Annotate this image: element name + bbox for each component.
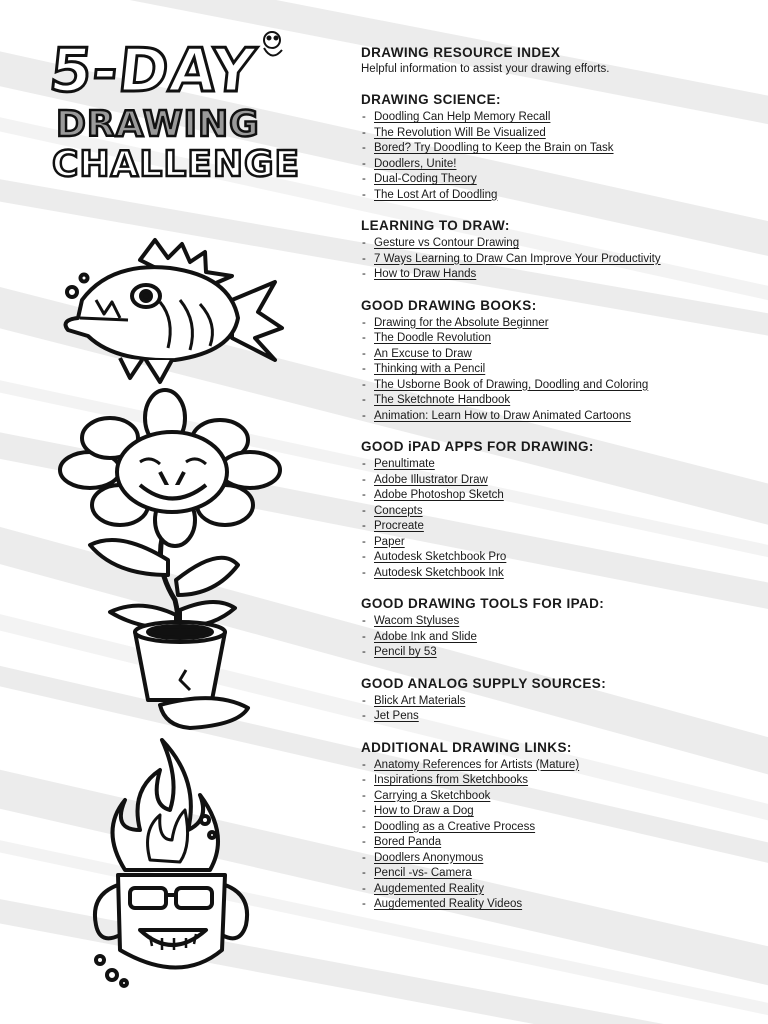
- resource-link[interactable]: Penultimate: [374, 458, 435, 470]
- list-item: [361, 535, 756, 551]
- section-2: [361, 297, 756, 425]
- list-item: [361, 378, 756, 394]
- resource-link[interactable]: Autodesk Sketchbook Ink: [374, 566, 504, 579]
- resource-link[interactable]: Jet Pens: [374, 710, 419, 722]
- list-item: [361, 236, 756, 252]
- list-item: [361, 362, 756, 378]
- resource-link[interactable]: Doodlers Anonymous: [374, 851, 484, 864]
- resource-link[interactable]: Gesture vs Contour Drawing: [374, 237, 520, 249]
- resource-link[interactable]: Pencil by 53: [374, 646, 437, 658]
- section-heading: LEARNING TO DRAW:: [361, 218, 510, 233]
- resource-link[interactable]: Adobe Ink and Slide: [374, 630, 477, 643]
- list-item: [361, 789, 756, 805]
- small-mascot-icon: [264, 32, 282, 56]
- resource-link[interactable]: The Usborne Book of Drawing, Doodling and Coloring: [374, 378, 649, 391]
- resource-link[interactable]: Procreate: [374, 520, 424, 532]
- logo-text-line-2: DRAWING: [56, 104, 260, 145]
- resource-link[interactable]: The Sketchnote Handbook: [374, 394, 511, 406]
- resource-link[interactable]: Doodlers, Unite!: [374, 157, 457, 170]
- resource-link[interactable]: Wacom Styluses: [374, 615, 460, 627]
- list-item: [361, 835, 756, 851]
- list-item: [361, 331, 756, 347]
- list-item: [361, 566, 756, 582]
- list-item: [361, 473, 756, 489]
- list-item: [361, 882, 756, 898]
- fish-doodle-icon: [66, 240, 282, 382]
- page-title: DRAWING RESOURCE INDEX: [361, 45, 561, 60]
- list-item: [361, 110, 756, 126]
- resource-link[interactable]: Carrying a Sketchbook: [374, 789, 491, 802]
- list-item: [361, 851, 756, 867]
- list-item: [361, 316, 756, 332]
- link-list: [361, 236, 756, 283]
- resource-link[interactable]: Drawing for the Absolute Beginner: [374, 316, 549, 329]
- resource-link[interactable]: Bored? Try Doodling to Keep the Brain on Task: [374, 142, 614, 154]
- flaming-cup-doodle-icon: [95, 740, 247, 986]
- resource-link[interactable]: Dual-Coding Theory: [374, 173, 477, 185]
- resource-link[interactable]: Paper: [374, 535, 405, 548]
- section-heading: GOOD DRAWING TOOLS FOR IPAD:: [361, 596, 605, 611]
- list-item: [361, 709, 756, 725]
- resource-link[interactable]: Bored Panda: [374, 836, 442, 848]
- resource-link[interactable]: How to Draw a Dog: [374, 805, 474, 817]
- resource-link[interactable]: Blick Art Materials: [374, 694, 466, 707]
- section-6: [361, 739, 756, 913]
- section-heading: GOOD DRAWING BOOKS:: [361, 297, 537, 313]
- resource-link[interactable]: Animation: Learn How to Draw Animated Cartoons: [374, 409, 631, 422]
- resource-link[interactable]: Augdemented Reality Videos: [374, 898, 523, 910]
- resource-link[interactable]: The Doodle Revolution: [374, 332, 491, 344]
- section-5: [361, 675, 756, 725]
- resource-link[interactable]: Autodesk Sketchbook Pro: [374, 551, 507, 563]
- resource-link[interactable]: Adobe Illustrator Draw: [374, 473, 488, 486]
- illustrations: [0, 0, 340, 1024]
- list-item: [361, 172, 756, 188]
- section-heading: GOOD iPAD APPS FOR DRAWING:: [361, 439, 594, 454]
- section-heading: DRAWING SCIENCE:: [361, 92, 501, 107]
- link-list: [361, 614, 756, 661]
- logo-text-line-1: 5-DAY: [46, 36, 260, 106]
- list-item: [361, 519, 756, 535]
- resource-link[interactable]: How to Draw Hands: [374, 268, 477, 280]
- section-3: [361, 438, 756, 581]
- sections-container: [361, 91, 756, 913]
- list-item: [361, 897, 756, 913]
- list-item: [361, 126, 756, 142]
- resource-link[interactable]: 7 Ways Learning to Draw Can Improve Your Productivity: [374, 252, 661, 265]
- section-heading: ADDITIONAL DRAWING LINKS:: [361, 739, 572, 755]
- resource-link[interactable]: Pencil -vs- Camera: [374, 867, 472, 879]
- resource-link[interactable]: An Excuse to Draw: [374, 347, 472, 360]
- link-list: [361, 457, 756, 581]
- list-item: [361, 252, 756, 268]
- resource-link[interactable]: The Lost Art of Doodling: [374, 188, 498, 201]
- resource-link[interactable]: Inspirations from Sketchbooks: [374, 774, 529, 786]
- resource-link[interactable]: Thinking with a Pencil: [374, 363, 486, 375]
- resource-link[interactable]: Adobe Photoshop Sketch: [374, 489, 504, 501]
- resource-link[interactable]: Anatomy References for Artists (Mature): [374, 758, 580, 771]
- list-item: [361, 393, 756, 409]
- list-item: [361, 409, 756, 425]
- section-heading: GOOD ANALOG SUPPLY SOURCES:: [361, 675, 607, 691]
- list-item: [361, 804, 756, 820]
- section-4: [361, 595, 756, 661]
- resource-link[interactable]: Doodling Can Help Memory Recall: [374, 111, 551, 123]
- page-subtitle: Helpful information to assist your drawing efforts.: [361, 63, 610, 75]
- list-item: [361, 188, 756, 204]
- resource-link[interactable]: The Revolution Will Be Visualized: [374, 126, 546, 139]
- list-item: [361, 550, 756, 566]
- list-item: [361, 614, 756, 630]
- link-list: [361, 758, 756, 913]
- list-item: [361, 630, 756, 646]
- list-item: [361, 488, 756, 504]
- list-item: [361, 457, 756, 473]
- list-item: [361, 267, 756, 283]
- list-item: [361, 773, 756, 789]
- list-item: [361, 758, 756, 774]
- resource-index: [361, 44, 756, 913]
- list-item: [361, 820, 756, 836]
- logo-text-line-3: CHALLENGE: [52, 144, 301, 185]
- section-1: [361, 217, 756, 283]
- list-item: [361, 141, 756, 157]
- resource-link[interactable]: Augdemented Reality: [374, 882, 484, 895]
- flower-pot-doodle-icon: [60, 390, 280, 728]
- resource-link[interactable]: Concepts: [374, 504, 423, 517]
- resource-link[interactable]: Doodling as a Creative Process: [374, 820, 536, 833]
- link-list: [361, 694, 756, 725]
- link-list: [361, 316, 756, 425]
- list-item: [361, 694, 756, 710]
- section-0: [361, 91, 756, 203]
- list-item: [361, 347, 756, 363]
- link-list: [361, 110, 756, 203]
- list-item: [361, 866, 756, 882]
- list-item: [361, 504, 756, 520]
- list-item: [361, 645, 756, 661]
- list-item: [361, 157, 756, 173]
